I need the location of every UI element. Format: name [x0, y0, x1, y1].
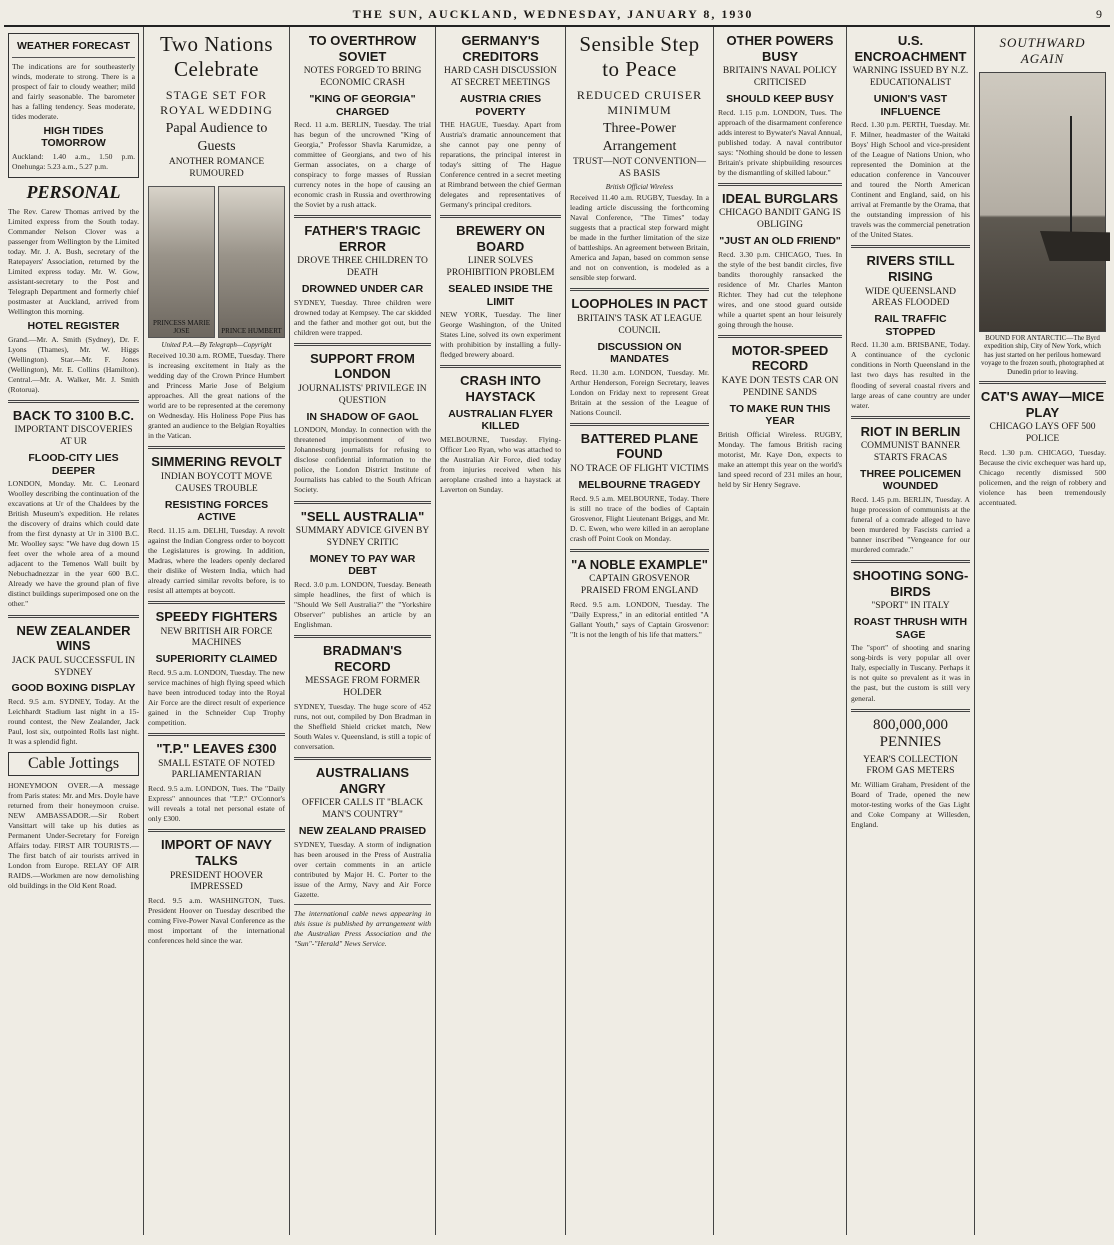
navy-talks-headline: IMPORT OF NAVY TALKS: [161, 837, 272, 868]
tides-text: Auckland: 1.40 a.m., 1.50 p.m. Onehunga: 5.23 a.m., 5.27 p.m.: [12, 151, 135, 171]
ship-mast: [1070, 116, 1072, 236]
divider: [294, 757, 431, 760]
sell-australia-headline: "SELL AUSTRALIA": [300, 508, 425, 524]
angry-article: SYDNEY, Tuesday. A storm of indignation has been aroused in the Press of Australia over certain comments in an article contributed by Major H. C. Porter to the issue of the Army, Navy and Air Force Gazette.: [294, 839, 431, 899]
communist-banner-subhead: COMMUNIST BANNER STARTS FRACAS: [860, 441, 961, 464]
weather-text: The indications are for southeasterly winds, moderate to strong. There is a prospect of fair to cloudy weather; mild and fairly seasonable. The barometer has a falling tendency. Seas moderate, tides moderate.: [12, 61, 135, 121]
divider: [294, 635, 431, 638]
divider: [148, 829, 285, 832]
column-2: [144, 27, 290, 1235]
column-8: [975, 27, 1110, 1235]
keep-busy-subhead: SHOULD KEEP BUSY: [726, 92, 834, 105]
speedy-fighters-headline: SPEEDY FIGHTERS: [155, 608, 278, 624]
cable-jottings-heading: Cable Jottings: [8, 752, 139, 776]
princess-photo: [148, 186, 215, 338]
nz-wins-headline: NEW ZEALANDER WINS: [16, 622, 131, 654]
summary-advice-subhead: SUMMARY ADVICE GIVEN BY SYDNEY CRITIC: [295, 526, 430, 548]
divider: [294, 343, 431, 346]
bandit-gang-subhead: CHICAGO BANDIT GANG IS OBLIGING: [718, 208, 841, 231]
divider: [8, 615, 139, 618]
pennies-headline: 800,000,000 PENNIES: [873, 716, 948, 750]
prince-caption: PRINCE HUMBERT: [221, 326, 282, 335]
rail-stopped-subhead: RAIL TRAFFIC STOPPED: [874, 313, 947, 338]
overthrow-soviet-headline: TO OVERTHROW SOVIET: [308, 33, 417, 64]
birds-article: The "sport" of shooting and snaring song-birds is very popular all over Italy, especially in Tuscany. Perhaps it is not quite so prevalent as it was in the past, but the custom is still very general.: [851, 643, 970, 703]
pennies-article: Mr. William Graham, President of the Board of Trade, opened the new motor-testing works of the Gas Light and Coke Company at Willesden, England.: [851, 780, 970, 830]
royal-portraits: [148, 183, 285, 341]
noble-article: Recd. 9.5 a.m. LONDON, Tuesday. The "Daily Express," in an editorial entitled "A Gallant Youth," says of Captain Grosvenor: "It is not the length of his life that matters.": [570, 599, 709, 640]
warning-subhead: WARNING ISSUED BY N.Z. EDUCATIONALIST: [852, 66, 969, 89]
jack-paul-subhead: JACK PAUL SUCCESSFUL IN SYDNEY: [11, 655, 136, 678]
pact-article: Recd. 11.30 a.m. LONDON, Tuesday. Mr. Arthur Henderson, Foreign Secretary, leaves London on Friday next to represent Great Britain at the session of the League of Nations Council.: [570, 367, 709, 417]
column-4: [436, 27, 566, 1235]
hoover-subhead: PRESIDENT HOOVER IMPRESSED: [170, 870, 263, 893]
divider: [148, 733, 285, 736]
motor-speed-headline: MOTOR-SPEED RECORD: [731, 342, 829, 374]
divider: [570, 288, 709, 291]
support-article: LONDON, Monday. In connection with the threatened imprisonment of two Johannesburg journalists for refusing to disclose confidential information to the police, the London District Institute of Journalists has cabled to the South African Society.: [294, 425, 431, 495]
riot-berlin-headline: RIOT IN BERLIN: [860, 423, 961, 439]
germanys-creditors-headline: GERMANY'S CREDITORS: [461, 33, 540, 64]
divider: [294, 501, 431, 504]
notes-forged-subhead: NOTES FORGED TO BRING ECONOMIC CRASH: [303, 66, 422, 89]
other-powers-headline: OTHER POWERS BUSY: [726, 33, 834, 64]
war-debt-subhead: MONEY TO PAY WAR DEBT: [309, 552, 416, 578]
flyer-killed-subhead: AUSTRALIAN FLYER KILLED: [448, 407, 553, 433]
tp-article: Recd. 9.5 a.m. LONDON, Tues. The "Daily Express" announces that "T.P." O'Connor's will reveals a total net personal estate of only £300.: [148, 784, 285, 824]
chicago-police-subhead: CHICAGO LAYS OFF 500 POLICE: [989, 422, 1096, 445]
weather-box: [8, 33, 139, 178]
burglars-article: Recd. 3.30 p.m. CHICAGO, Tues. In the style of the best bandit circles, five bandits thoroughly ransacked the residence of Mr. Charles Manton Richter. They had cut the telephone wires, and one stood guard outside while a quartet spent an hour leisurely going through the house.: [718, 249, 842, 329]
page-number: 9: [1096, 6, 1104, 21]
divider: [8, 400, 139, 403]
divider: [851, 560, 970, 563]
noble-example-headline: "A NOBLE EXAMPLE": [571, 556, 708, 572]
pendine-subhead: KAYE DON TESTS CAR ON PENDINE SANDS: [721, 375, 839, 398]
ur-article: LONDON, Monday. Mr. C. Leonard Woolley describing the continuation of the excavations at Ur of the Chaldees by the British Museum's expedition. He relates the discovery of drains which could date from the first dynasty at Ur in 3100 B.C. Mr. Woolley says: "We have dug down 15 feet over the whole area of a mound adjacent to the Temenos Wall built by Nebuchadnezzar in the year 600 B.C. Already we have the ground plan of five distinct buildings superimposed one on the other.": [8, 479, 139, 609]
run-this-year-subhead: TO MAKE RUN THIS YEAR: [729, 402, 831, 428]
divider: [440, 365, 561, 368]
tides-title: HIGH TIDES TOMORROW: [41, 124, 106, 150]
masthead-title: THE SUN, AUCKLAND, WEDNESDAY, JANUARY 8, 1930: [352, 6, 754, 21]
league-council-subhead: BRITAIN'S TASK AT LEAGUE COUNCIL: [577, 313, 702, 336]
southward-again-headline: SOUTHWARD AGAIN: [999, 35, 1086, 66]
queensland-flooded-subhead: WIDE QUEENSLAND AREAS FLOODED: [864, 286, 957, 309]
prince-photo: [218, 186, 285, 338]
masthead: [4, 3, 1110, 27]
drowned-subhead: DROWNED UNDER CAR: [301, 283, 424, 296]
father-article: SYDNEY, Tuesday. Three children were drowned today at Kempsey. The car skidded and the father and mother got out, but the children were trapped.: [294, 297, 431, 337]
divider: [851, 416, 970, 419]
roast-thrush-subhead: ROAST THRUSH WITH SAGE: [853, 616, 968, 641]
mandates-subhead: DISCUSSION ON MANDATES: [597, 340, 682, 366]
cable-jottings-text: HONEYMOON OVER.—A message from Paris states: Mr. and Mrs. Doyle have returned from their honeymoon cruise. NEW AMBASSADOR.—Sir Robert Vansittart will take up his duties as Permanent Under-Secretary for Foreign Affairs today. FIRST AIR TOURISTS.—The first batch of air tourists arrived in London from Europe. RELAY OF AIR RAIDS.—Workmen are now demolishing old buildings in the Old Kent Road.: [8, 781, 139, 891]
bradman-article: SYDNEY, Tuesday. The huge score of 452 runs, not out, compiled by Don Bradman in the Sheffield Shield cricket match, New South Wales v. Queensland, is still a topic of conversation.: [294, 702, 431, 752]
vast-influence-subhead: UNION'S VAST INFLUENCE: [873, 92, 948, 118]
battered-plane-headline: BATTERED PLANE FOUND: [580, 430, 699, 462]
peace-article: Received 11.40 a.m. RUGBY, Tuesday. In a leading article discussing the forthcoming Naval Conference, "The Times" today suggests that a practical step forward might be made in the further limitation of the size of battleships. An agreement between Britain, America and Japan, based on common sense and not on convention, is modeled as a sensible step forward.: [570, 193, 709, 283]
fathers-error-headline: FATHER'S TRAGIC ERROR: [304, 223, 421, 254]
creditors-article: THE HAGUE, Tuesday. Apart from Austria's dramatic announcement that she cannot pay one penny of reparations, the principal interest in today's sitting of The Hague Conference centred in a secret meeting at Rimbrand between the chief German delegates and representatives of Germany's principal creditors.: [440, 120, 561, 210]
flood-city-subhead: FLOOD-CITY LIES DEEPER: [28, 452, 119, 477]
drove-children-subhead: DROVE THREE CHILDREN TO DEATH: [297, 256, 428, 279]
rivers-rising-headline: RIVERS STILL RISING: [866, 253, 955, 284]
former-holder-subhead: MESSAGE FROM FORMER HOLDER: [304, 676, 421, 699]
column-7: [847, 27, 975, 1235]
flight-victims-subhead: NO TRACE OF FLIGHT VICTIMS: [570, 464, 709, 475]
cats-away-headline: CAT'S AWAY—MICE PLAY: [980, 388, 1105, 420]
press-footnote: The international cable news appearing in this issue is published by arrangement with the Australian Press Association and the "Sun"-"Herald" News Service.: [294, 908, 431, 948]
hotel-register-title: HOTEL REGISTER: [27, 320, 120, 333]
encroachment-article: Recd. 1.30 p.m. PERTH, Tuesday. Mr. F. Milner, headmaster of the Waitaki Boys' High School and vice-president of the League of Nations Union, who represented the Dominion at the education conference in Vancouver and toured the North American Continent and England, said, on his arrival at Fremantle by the Orama, that the outstanding impression of his travels was the commercial penetration of the United States.: [851, 120, 970, 240]
columns: [4, 27, 1110, 1235]
trust-subhead: TRUST—NOT CONVENTION—AS BASIS: [572, 157, 707, 179]
haystack-headline: CRASH INTO HAYSTACK: [460, 373, 541, 405]
black-mans-country-subhead: OFFICER CALLS IT "BLACK MAN'S COUNTRY": [301, 798, 424, 821]
cats-away-article: Recd. 1.30 p.m. CHICAGO, Tuesday. Because the civic exchequer was hard up, Chicago recently dismissed 500 policemen, and the reign of robbery and violence has been tremendously accentuated.: [979, 447, 1106, 507]
boxing-article: Recd. 9.5 a.m. SYDNEY, Today. At the Leichhardt Stadium last night in a 15-round contest, the New Zealander, Jack Paul, lost six, outpointed Rolls last night. It was a splendid fight.: [8, 697, 139, 747]
column-1: [4, 27, 144, 1235]
sell-article: Recd. 3.0 p.m. LONDON, Tuesday. Beneath simple headlines, the first of which is "Should We Sell Australia?" the "Yorkshire Observer" publishes an article by an Englishman.: [294, 580, 431, 630]
column-3: [290, 27, 436, 1235]
grosvenor-subhead: CAPTAIN GROSVENOR PRAISED FROM ENGLAND: [580, 574, 699, 597]
tp-leaves-headline: "T.P." LEAVES £300: [156, 740, 277, 756]
melbourne-tragedy-subhead: MELBOURNE TRAGEDY: [578, 478, 701, 491]
wireless-credit: British Official Wireless: [605, 182, 674, 191]
divider: [570, 549, 709, 552]
personal-text: The Rev. Carew Thomas arrived by the Limited express from the South today. Commander Nelson Clover was a passenger from Wellington by the Limited today. Mr. J. A. Bush, secretary of the Ratepayers' Association, returned by the Limited express today. Mr. W. Gow, assistant-secretary to the Post and Telegraph Department and formerly chief postmaster at Auckland, arrived from Wellington this morning.: [8, 206, 139, 317]
ship-hull: [1040, 231, 1110, 261]
princess-caption: PRINCESS MARIE JOSE: [153, 318, 210, 335]
ideal-burglars-headline: IDEAL BURGLARS: [721, 190, 839, 206]
ship-caption: BOUND FOR ANTARCTIC—The Byrd expedition ship, City of New York, which has just started on her perilous homeward voyage to the frozen south, photographed at Dunedin prior to leaving.: [980, 334, 1105, 376]
indian-boycott-subhead: INDIAN BOYCOTT MOVE CAUSES TROUBLE: [160, 471, 273, 494]
nz-praised-subhead: NEW ZEALAND PRAISED: [298, 825, 427, 838]
old-friend-subhead: "JUST AN OLD FRIEND": [719, 234, 841, 247]
support-london-headline: SUPPORT FROM LONDON: [310, 350, 415, 382]
ur-subhead: IMPORTANT DISCOVERIES AT UR: [14, 425, 133, 448]
divider: [148, 446, 285, 449]
personal-heading: PERSONAL: [26, 181, 121, 202]
weather-title: WEATHER FORECAST: [17, 40, 130, 52]
divider: [148, 601, 285, 604]
sensible-step-headline: Sensible Step to Peace: [579, 32, 700, 81]
simmering-revolt-headline: SIMMERING REVOLT: [151, 454, 282, 470]
newspaper-page: [4, 3, 1110, 1239]
sport-italy-subhead: "SPORT" IN ITALY: [871, 601, 950, 612]
loopholes-headline: LOOPHOLES IN PACT: [571, 296, 708, 312]
romance-subhead: ANOTHER ROMANCE RUMOURED: [168, 157, 265, 179]
small-estate-subhead: SMALL ESTATE OF NOTED PARLIAMENTARIAN: [158, 758, 275, 781]
rivers-article: Recd. 11.30 a.m. BRISBANE, Today. A continuance of the cyclonic conditions in North Queensland in the last two days has resulted in the flooding of several coastal rivers and large areas of cane country are under water.: [851, 340, 970, 410]
journalists-subhead: JOURNALISTS' PRIVILEGE IN QUESTION: [298, 384, 427, 406]
us-encroachment-headline: U.S. ENCROACHMENT: [854, 33, 967, 64]
soviet-article: Recd. 11 a.m. BERLIN, Tuesday. The trial has begun of the uncrowned "King of Georgia," Professor Shavla Karumidze, a committee of Georgians, and two of his German associates, on a charge of conspiracy to forge masses of Russian currency notes in the hope of causing an economic crash in Russia and overthrowing the Soviet by a rush attack.: [294, 120, 431, 210]
hard-cash-subhead: HARD CASH DISCUSSION AT SECRET MEETINGS: [444, 66, 557, 89]
divider: [718, 335, 842, 338]
column-5: [566, 27, 714, 1235]
royal-wedding-subhead: STAGE SET FOR ROYAL WEDDING: [160, 88, 273, 117]
king-of-georgia-subhead: "KING OF GEORGIA" CHARGED: [309, 92, 416, 118]
wedding-article: Received 10.30 a.m. ROME, Tuesday. There is increasing excitement in Italy as the wedding day of the Crown Prince Humbert and Princess Marie Jose of Belgium approaches. All the great nations of the world are to be represented at the ceremony on Wednesday. His Holiness Pope Pius has granted an audience to the Belgian Royalties in the Vatican.: [148, 351, 285, 441]
fighters-article: Recd. 9.5 a.m. LONDON, Tuesday. The new service machines of high flying speed which have been introduced today into the Royal Air Force are the direct result of experience gained in the Schneider Cup Trophy competition.: [148, 667, 285, 727]
song-birds-headline: SHOOTING SONG-BIRDS: [852, 568, 969, 599]
divider: [440, 215, 561, 218]
australians-angry-headline: AUSTRALIANS ANGRY: [315, 765, 410, 796]
austria-poverty-subhead: AUSTRIA CRIES POVERTY: [459, 92, 542, 118]
revolt-article: Recd. 11.15 a.m. DELHI, Tuesday. A revolt against the Indian Congress order to boycott the Legislatures is growing. In addition, Madras, where the leaders openly declared their dislike of Western India, which had already carried similar revolts before, is to resist all attempts at boycott.: [148, 525, 285, 595]
divider: [294, 904, 431, 905]
back-to-3100-headline: BACK TO 3100 B.C.: [12, 407, 135, 423]
divider: [12, 57, 135, 58]
haystack-article: MELBOURNE, Tuesday. Flying-Officer Leo Ryan, who was attached to the Australian Air Force, died today from injuries received when his aeroplane crashed into a haystack at Laverton on Sunday.: [440, 434, 561, 494]
cruiser-minimum-subhead: REDUCED CRUISER MINIMUM: [576, 88, 703, 117]
divider: [294, 215, 431, 218]
sealed-subhead: SEALED INSIDE THE LIMIT: [448, 283, 553, 308]
policemen-wounded-subhead: THREE POLICEMEN WOUNDED: [860, 467, 961, 493]
naval-policy-subhead: BRITAIN'S NAVAL POLICY CRITICISED: [722, 66, 838, 89]
superiority-subhead: SUPERIORITY CLAIMED: [155, 653, 278, 666]
bradman-headline: BRADMAN'S RECORD: [323, 643, 402, 674]
ship-photo: [979, 72, 1106, 332]
prohibition-subhead: LINER SOLVES PROHIBITION PROBLEM: [446, 256, 555, 279]
divider: [851, 709, 970, 712]
boxing-subhead: GOOD BOXING DISPLAY: [11, 682, 136, 695]
brewery-article: NEW YORK, Tuesday. The liner George Washington, of the United States Line, solved its own experiment with prohibition by installing a fully-fledged brewery aboard.: [440, 310, 561, 360]
resisting-forces-subhead: RESISTING FORCES ACTIVE: [164, 498, 269, 524]
photo-credit: United P.A.—By Telegraph—Copyright: [161, 340, 272, 349]
divider: [570, 423, 709, 426]
column-6: [714, 27, 847, 1235]
air-force-subhead: NEW BRITISH AIR FORCE MACHINES: [160, 626, 273, 649]
gas-meters-subhead: YEAR'S COLLECTION FROM GAS METERS: [863, 754, 958, 777]
plane-article: Recd. 9.5 a.m. MELBOURNE, Today. There is still no trace of the bodies of Captain Grosvenor, Flight Lieutenant Briggs, and Mr. D. C. Ewen, who were killed in an aeroplane crash off Point Cook on Monday.: [570, 493, 709, 543]
riot-article: Recd. 1.45 p.m. BERLIN, Tuesday. A huge procession of communists at the funeral of a comrade alleged to have been murdered by Fascists carried a banner inscribed "Vengeance for our murdered comrade.": [851, 495, 970, 555]
motor-article: British Official Wireless. RUGBY, Monday. The famous British racing motorist, Mr. Kaye Don, expects to make an attempt this year on the world's land speed record of 231 miles an hour, held by Sir Henry Segrave.: [718, 429, 842, 489]
divider: [718, 183, 842, 186]
papal-audience-subhead: Papal Audience to Guests: [165, 121, 268, 154]
divider: [979, 381, 1106, 384]
divider: [851, 245, 970, 248]
three-power-subhead: Three-Power Arrangement: [602, 121, 677, 154]
brewery-headline: BREWERY ON BOARD: [456, 223, 545, 254]
powers-article: Recd. 1.15 p.m. LONDON, Tues. The approach of the disarmament conference adds interest to Bywater's Naval Annual, published today. A naval contributor says: "Nothing should be done to lessen Britain's private shipbuilding resources by the dismantling of skilled labour.": [718, 107, 842, 177]
shadow-of-gaol-subhead: IN SHADOW OF GAOL: [306, 410, 419, 423]
navy-article: Recd. 9.5 a.m. WASHINGTON, Tues. President Hoover on Tuesday described the coming Five-Power Naval Conference as the most important of the international conferences held since the war.: [148, 896, 285, 946]
two-nations-headline: Two Nations Celebrate: [159, 32, 274, 81]
hotel-register-text: Grand.—Mr. A. Smith (Sydney), Dr. F. Lyons (Thames), Mr. W. Higgs (Wellington). Star.—Mr. F. Jones (Wellington), Mr. E. Collins (Hamilton). Central.—Mr. A. Walker, Mr. J. Smith (Rotorua).: [8, 334, 139, 394]
